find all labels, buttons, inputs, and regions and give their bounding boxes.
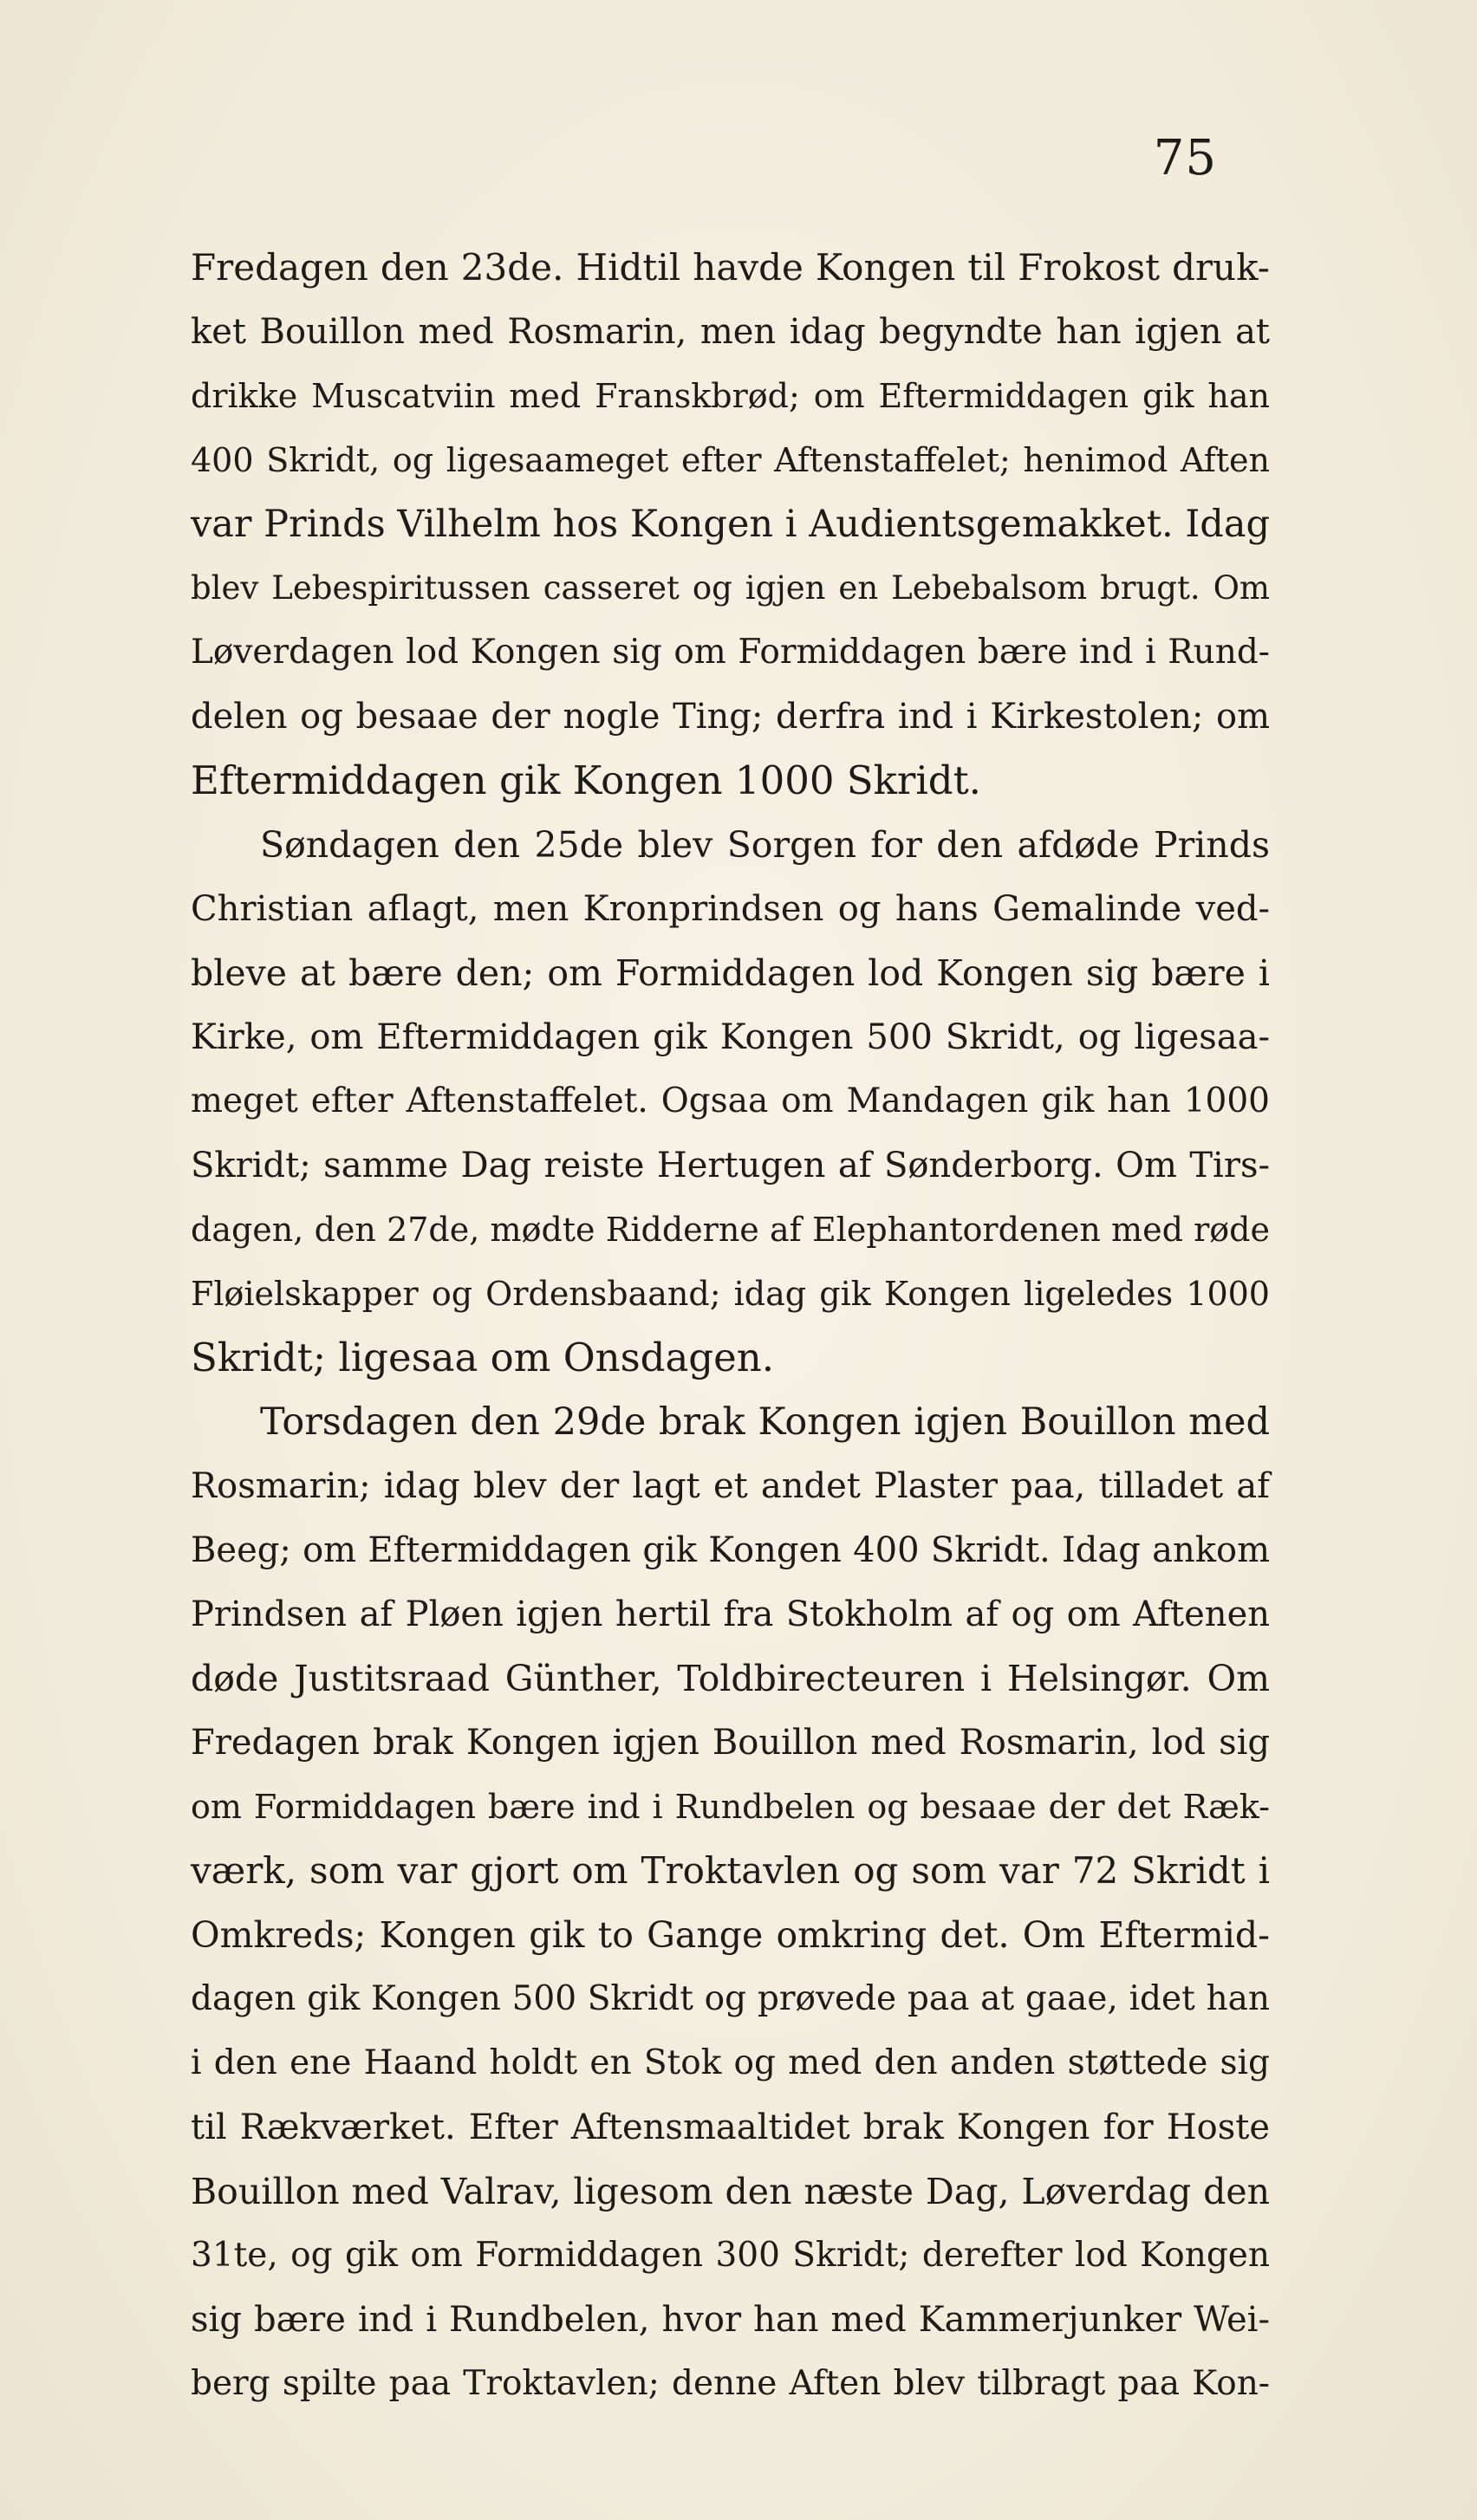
page-number: 75 [1153, 130, 1217, 186]
text-line: Fløielskapper og Ordensbaand; idag gik Kongen ligeledes 1000 [191, 1275, 1270, 1313]
text-line: til Rækværket. Efter Aftensmaaltidet brak Kongen for Hoste [191, 2108, 1270, 2147]
text-line: Rosmarin; idag blev der lagt et andet Plaster paa, tilladet af [191, 1466, 1270, 1506]
text-line: Beeg; om Eftermiddagen gik Kongen 400 Skridt. Idag ankom [191, 1530, 1270, 1570]
text-line: sig bære ind i Rundbelen, hvor han med Kammerjunker Wei- [191, 2300, 1270, 2340]
text-line: 31te, og gik om Formiddagen 300 Skridt; derefter lod Kongen [191, 2236, 1270, 2275]
text-line: drikke Muscatviin med Franskbrød; om Eftermiddagen gik han [191, 377, 1270, 415]
text-line: Søndagen den 25de blev Sorgen for den afdøde Prinds [260, 824, 1270, 866]
text-line: ket Bouillon med Rosmarin, men idag begyndte han igjen at [191, 312, 1270, 352]
text-line: delen og besaae der nogle Ting; derfra ind i Kirkestolen; om [191, 697, 1270, 737]
text-line: Fredagen den 23de. Hidtil havde Kongen til Frokost druk- [191, 246, 1270, 289]
text-line: var Prinds Vilhelm hos Kongen i Audientsgemakket. Idag [191, 503, 1270, 546]
text-line: Eftermiddagen gik Kongen 1000 Skridt. [191, 757, 981, 803]
text-line: 400 Skridt, og ligesaameget efter Aftenstaffelet; henimod Aften [191, 441, 1270, 479]
text-line: om Formiddagen bære ind i Rundbelen og besaae der det Ræk- [191, 1788, 1270, 1826]
text-line: Omkreds; Kongen gik to Gange omkring det. Om Eftermid- [191, 1914, 1270, 1956]
text-line: dagen, den 27de, mødte Ridderne af Elephantordenen med røde [191, 1211, 1270, 1249]
text-line: bleve at bære den; om Formiddagen lod Kongen sig bære i [191, 952, 1270, 994]
text-line: dagen gik Kongen 500 Skridt og prøvede paa at gaae, idet han [191, 1979, 1270, 2018]
text-line: Løverdagen lod Kongen sig om Formiddagen bære ind i Rund- [191, 633, 1270, 672]
text-line: Fredagen brak Kongen igjen Bouillon med Rosmarin, lod sig [191, 1723, 1270, 1763]
text-line: berg spilte paa Troktavlen; denne Aften blev tilbragt paa Kon- [191, 2364, 1270, 2403]
text-line: Prindsen af Pløen igjen hertil fra Stokholm af og om Aftenen [191, 1594, 1270, 1634]
text-line: Christian aflagt, men Kronprindsen og hans Gemalinde ved- [191, 889, 1270, 929]
text-line: døde Justitsraad Günther, Toldbirecteuren i Helsingør. Om [191, 1658, 1270, 1699]
body-text [191, 236, 1270, 2416]
text-line: meget efter Aftenstaffelet. Ogsaa om Mandagen gik han 1000 [191, 1081, 1270, 1120]
text-line: Kirke, om Eftermiddagen gik Kongen 500 Skridt, og ligesaa- [191, 1017, 1270, 1057]
text-line: blev Lebespiritussen casseret og igjen en Lebebalsom brugt. Om [191, 569, 1270, 607]
text-line: Bouillon med Valrav, ligesom den næste Dag, Løverdag den [191, 2171, 1270, 2212]
text-line: Skridt; ligesaa om Onsdagen. [191, 1335, 775, 1380]
text-line: Skridt; samme Dag reiste Hertugen af Sønderborg. Om Tirs- [191, 1146, 1270, 1185]
text-line: værk, som var gjort om Troktavlen og som var 72 Skridt i [191, 1849, 1270, 1892]
text-line: Torsdagen den 29de brak Kongen igjen Bouillon med [260, 1400, 1270, 1444]
text-line: i den ene Haand holdt en Stok og med den anden støttede sig [191, 2043, 1270, 2082]
